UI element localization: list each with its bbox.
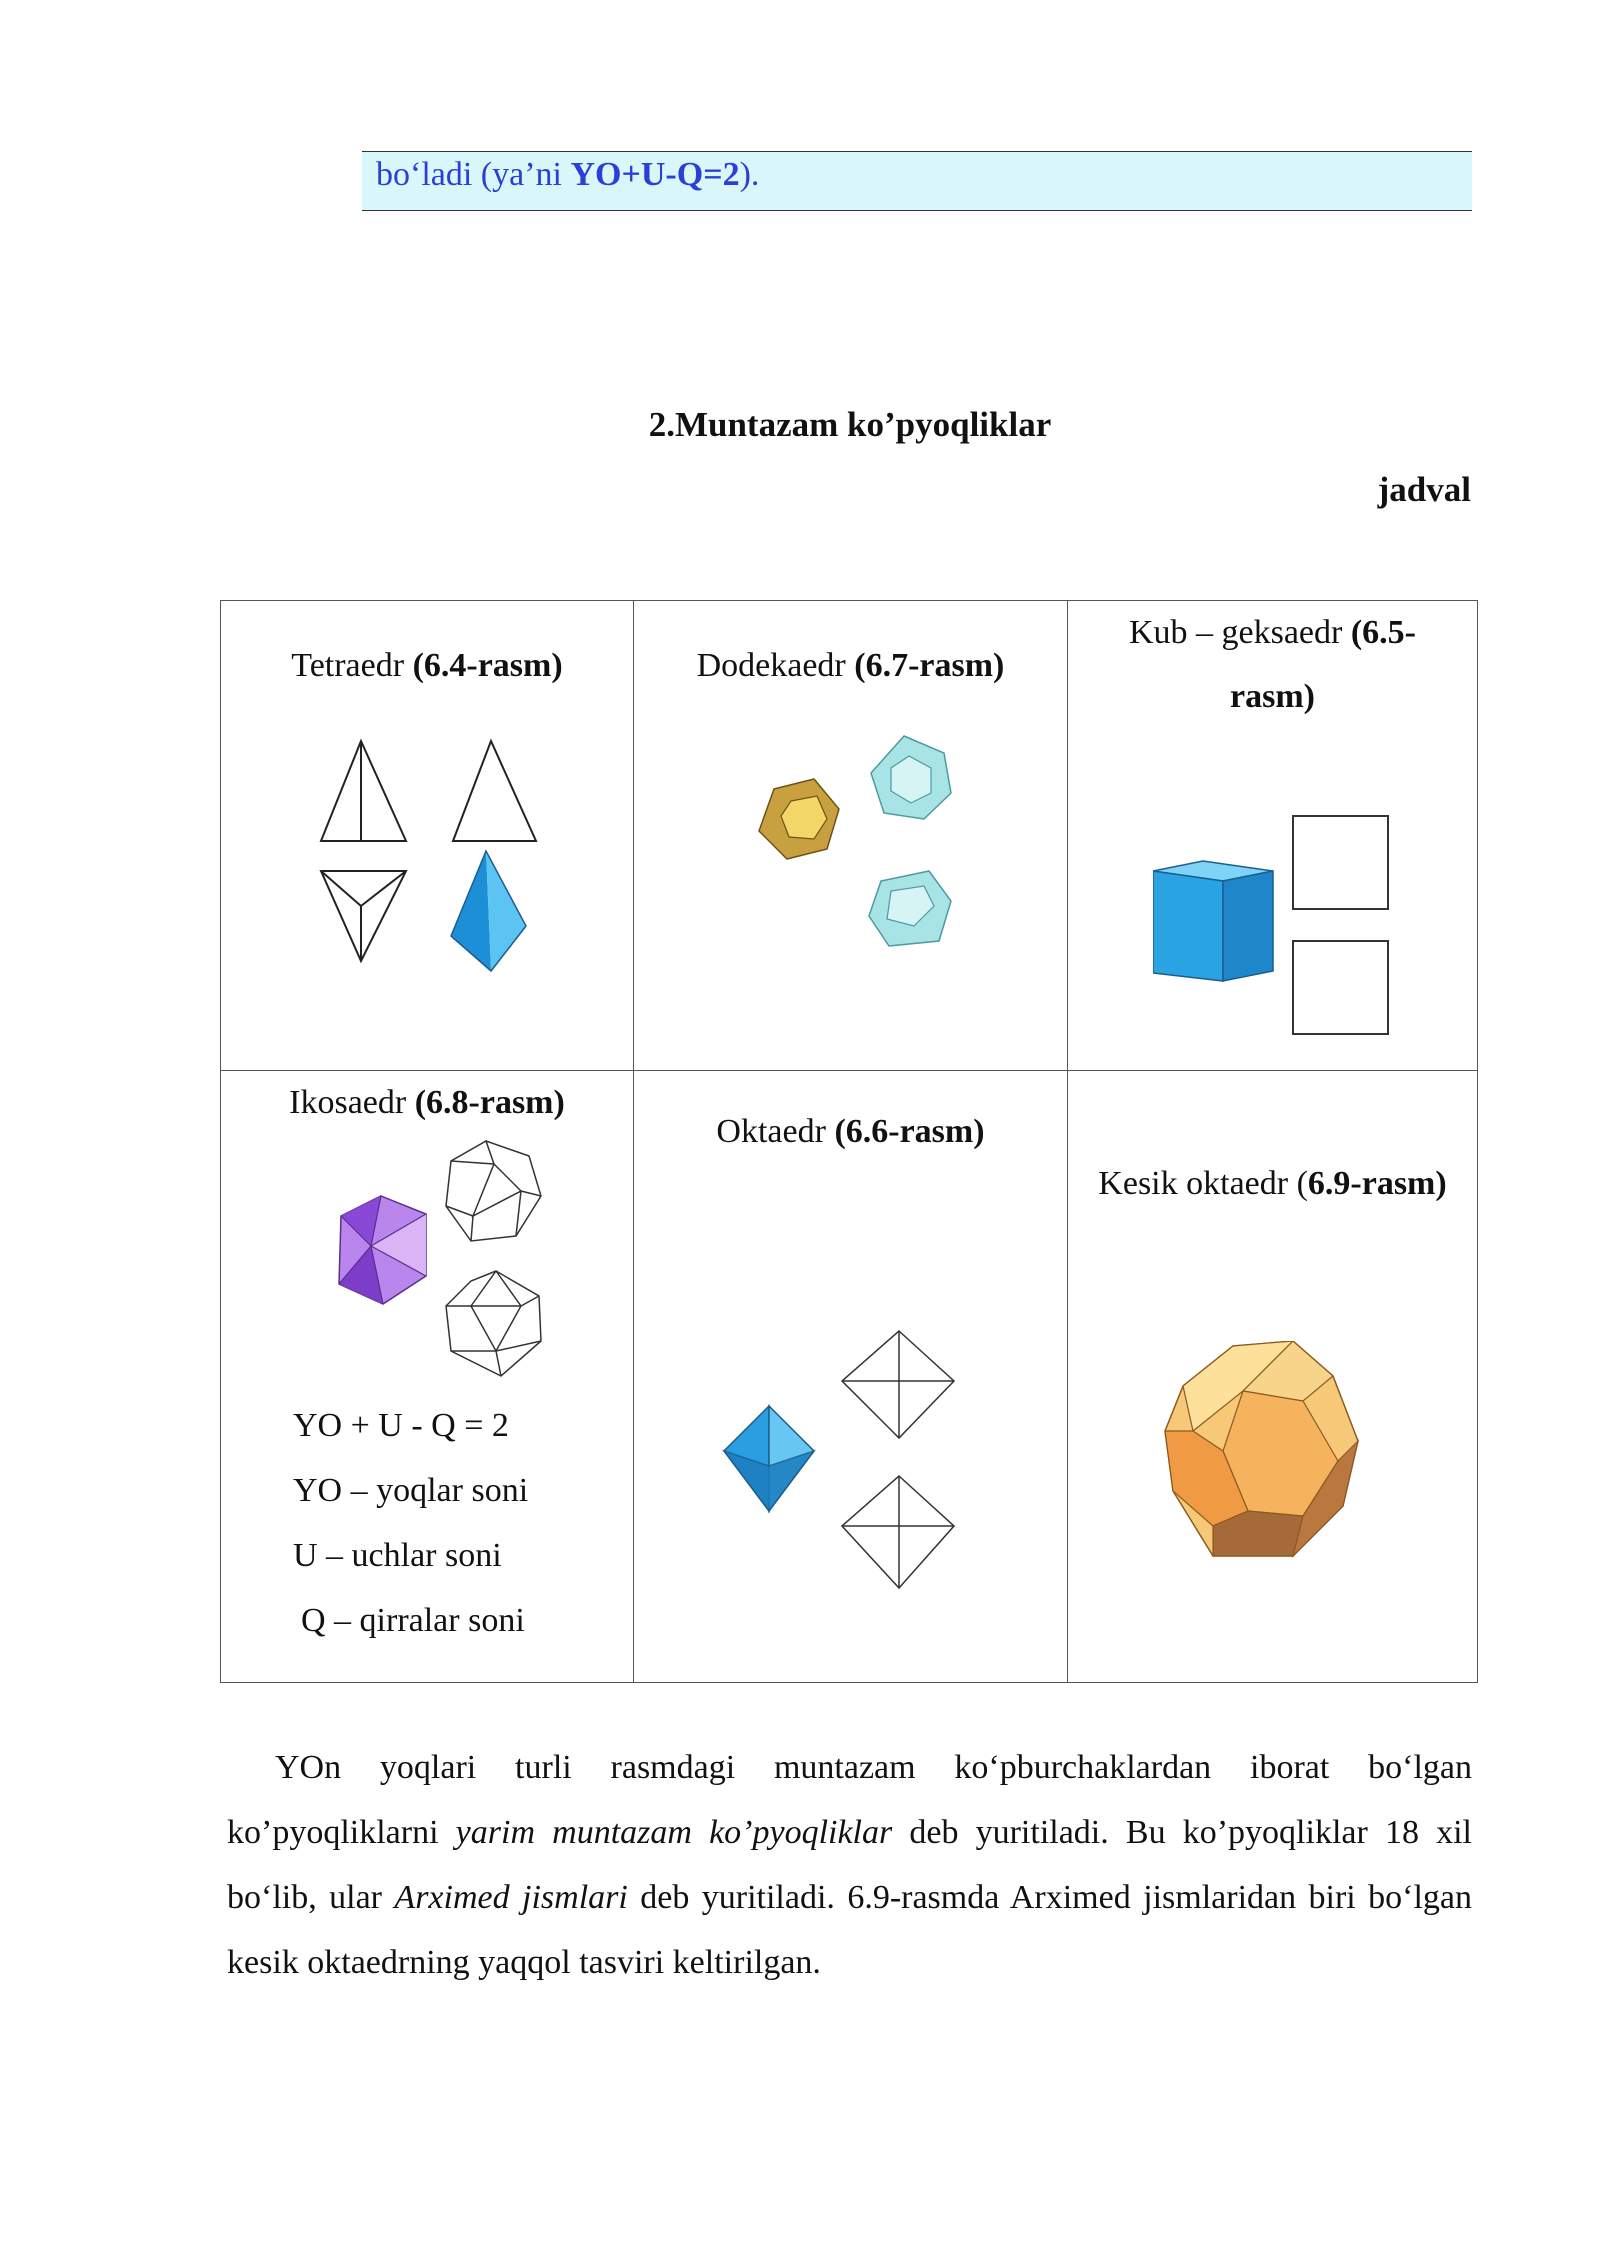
octahedron-figure [709, 1326, 969, 1601]
euler-formula: YO + U - Q = 2 [293, 1407, 509, 1444]
tetrahedron-figure [311, 736, 551, 986]
callout-prefix: bo‘ladi (ya’ni [376, 156, 571, 193]
cell-cube [1068, 601, 1478, 1071]
cell-octahedron [634, 1071, 1068, 1683]
table-label: jadval [1377, 470, 1471, 509]
icosahedron-figure [301, 1136, 571, 1396]
section-title: 2.Muntazam ko’pyoqliklar [648, 405, 1052, 444]
octahedron-caption: Oktaedr (6.6-rasm) [716, 1113, 985, 1150]
tetrahedron-caption: Tetraedr (6.4-rasm) [291, 647, 563, 684]
cell-tetrahedron [221, 601, 634, 1071]
callout-box [362, 151, 1472, 211]
callout-formula: YO+U-Q=2 [570, 156, 740, 193]
legend-vertices: U – uchlar soni [293, 1537, 502, 1574]
dodecahedron-caption: Dodekaedr (6.7-rasm) [696, 647, 1005, 684]
legend-edges: Q – qirralar soni [301, 1602, 525, 1639]
truncated-octahedron-caption: Kesik oktaedr (6.9-rasm) [1098, 1165, 1447, 1202]
truncated-octahedron-figure [1153, 1341, 1393, 1571]
cell-dodecahedron [634, 601, 1068, 1071]
cell-icosahedron [221, 1071, 634, 1683]
callout-suffix: ). [739, 156, 760, 193]
cube-figure [1153, 811, 1413, 1051]
cube-caption: Kub – geksaedr (6.5- rasm) [1128, 614, 1417, 715]
body-paragraph: YOn yoqlari turli rasmdagi muntazam ko‘pburchaklardan iborat bo‘lgan ko’pyoqliklarni yarim muntazam ko’pyoqliklar deb yuritiladi. Bu ko’pyoqliklar 18 xil bo‘lib, ular Arximed jismlari deb yuritiladi. 6.9-rasmda Arximed jismlaridan biri bo‘lgan kesik oktaedrning yaqqol tasviri keltirilgan. [227, 1749, 1473, 1981]
icosahedron-caption: Ikosaedr (6.8-rasm) [289, 1084, 565, 1121]
cell-truncated-octahedron [1068, 1071, 1478, 1683]
legend-faces: YO – yoqlar soni [293, 1472, 529, 1509]
dodecahedron-figure [719, 731, 979, 981]
polyhedra-table [220, 600, 1478, 1683]
